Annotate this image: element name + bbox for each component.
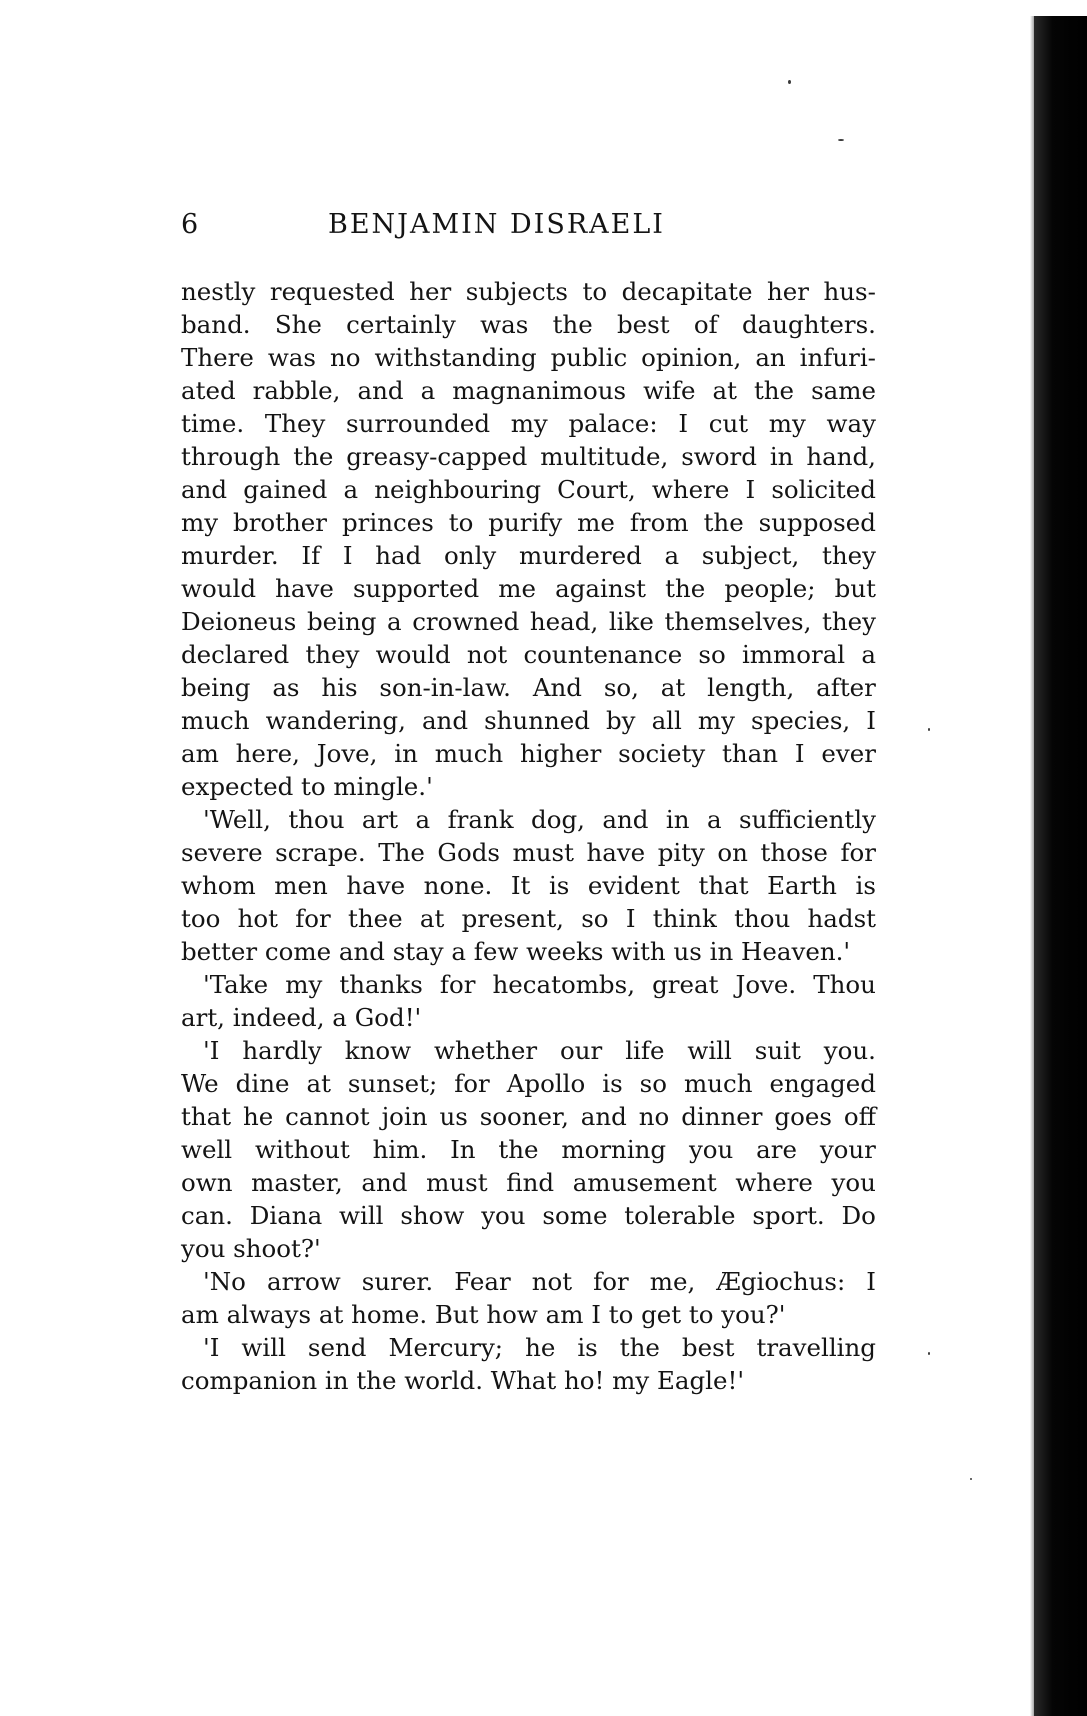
paragraph bbox=[181, 275, 876, 803]
page-number: 6 bbox=[181, 209, 199, 240]
text-line: my brother princes to purify me from the supposed bbox=[181, 508, 876, 537]
text-line: expected to mingle.' bbox=[181, 772, 433, 801]
text-line: much wandering, and shunned by all my species, I bbox=[181, 706, 876, 735]
text-line: murder. If I had only murdered a subject, they bbox=[181, 541, 876, 570]
page-binding-edge bbox=[1034, 16, 1087, 1716]
text-line: Deioneus being a crowned head, like themselves, they bbox=[181, 607, 876, 636]
text-line: 'Well, thou art a frank dog, and in a sufficiently bbox=[203, 805, 876, 834]
text-line: There was no withstanding public opinion, an infuri- bbox=[181, 343, 876, 372]
book-title: BENJAMIN DISRAELI bbox=[328, 209, 665, 240]
text-line: 'I will send Mercury; he is the best travelling bbox=[203, 1333, 876, 1362]
text-line: companion in the world. What ho! my Eagle!' bbox=[181, 1366, 745, 1395]
text-line: and gained a neighbouring Court, where I solicited bbox=[181, 475, 876, 504]
text-line: too hot for thee at present, so I think thou hadst bbox=[181, 904, 876, 933]
text-line: being as his son-in-law. And so, at length, after bbox=[181, 673, 876, 702]
text-line: art, indeed, a God!' bbox=[181, 1003, 422, 1032]
paragraph bbox=[181, 803, 876, 968]
text-line: severe scrape. The Gods must have pity on those for bbox=[181, 838, 876, 867]
body-text bbox=[181, 275, 876, 1397]
text-line: own master, and must find amusement where you bbox=[181, 1168, 876, 1197]
text-line: band. She certainly was the best of daughters. bbox=[181, 310, 876, 339]
text-line: am always at home. But how am I to get to you?' bbox=[181, 1300, 786, 1329]
text-line: can. Diana will show you some tolerable sport. Do bbox=[181, 1201, 876, 1230]
text-line: would have supported me against the people; but bbox=[181, 574, 876, 603]
paragraph bbox=[181, 1034, 876, 1265]
text-line: 'No arrow surer. Fear not for me, Ægiochus: I bbox=[203, 1267, 876, 1296]
paragraph bbox=[181, 968, 876, 1034]
text-line: ated rabble, and a magnanimous wife at the same bbox=[181, 376, 876, 405]
text-line: time. They surrounded my palace: I cut my way bbox=[181, 409, 876, 438]
scan-speck bbox=[970, 1478, 972, 1480]
paragraph bbox=[181, 1265, 876, 1331]
text-line: whom men have none. It is evident that Earth is bbox=[181, 871, 876, 900]
text-line: better come and stay a few weeks with us in Heaven.' bbox=[181, 937, 851, 966]
text-line: am here, Jove, in much higher society than I ever bbox=[181, 739, 876, 768]
text-line: through the greasy-capped multitude, sword in hand, bbox=[181, 442, 876, 471]
text-line: declared they would not countenance so immoral a bbox=[181, 640, 876, 669]
paragraph bbox=[181, 1331, 876, 1397]
running-head bbox=[181, 205, 876, 245]
text-line: that he cannot join us sooner, and no dinner goes off bbox=[181, 1102, 876, 1131]
scan-speck bbox=[928, 1352, 930, 1355]
text-line: We dine at sunset; for Apollo is so much engaged bbox=[181, 1069, 876, 1098]
text-line: well without him. In the morning you are your bbox=[181, 1135, 876, 1164]
text-line: 'Take my thanks for hecatombs, great Jove. Thou bbox=[203, 970, 876, 999]
scan-speck bbox=[838, 139, 844, 141]
text-line: 'I hardly know whether our life will suit you. bbox=[203, 1036, 876, 1065]
scan-speck bbox=[928, 728, 930, 731]
scan-speck bbox=[788, 80, 791, 84]
text-line: nestly requested her subjects to decapitate her hus- bbox=[181, 277, 876, 306]
text-line: you shoot?' bbox=[181, 1234, 321, 1263]
